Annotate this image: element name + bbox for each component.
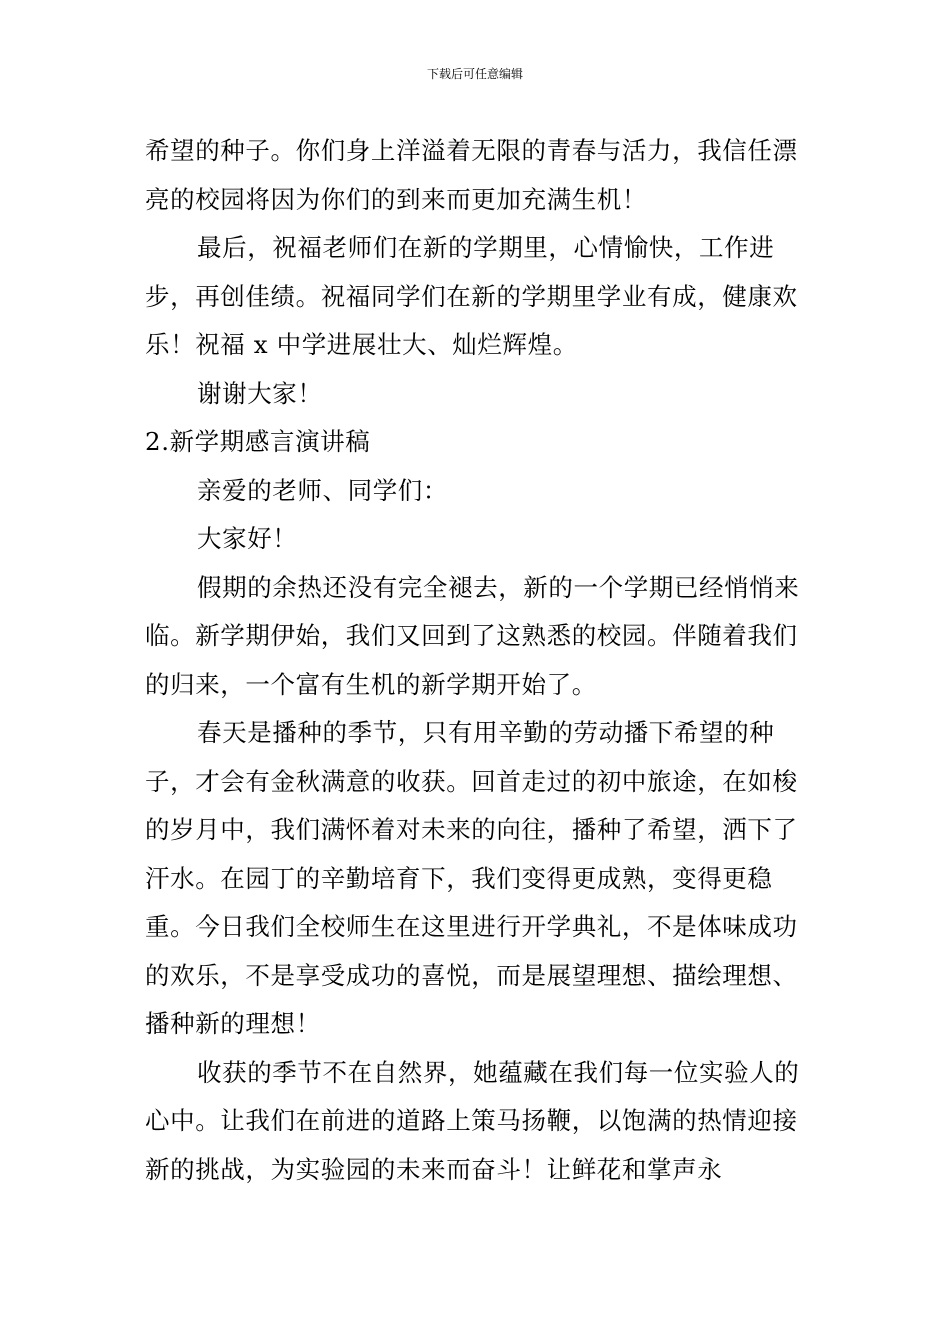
paragraph-harvest: 收获的季节不在自然界，她蕴藏在我们每一位实验人的心中。让我们在前进的道路上策马扬鞭，以饱满的热情迎接新的挑战，为实验园的未来而奋斗！让鲜花和掌声永 bbox=[145, 1057, 800, 1184]
paragraph-thanks: 谢谢大家！ bbox=[197, 378, 323, 408]
document-body bbox=[145, 127, 810, 1194]
paragraph-holiday: 假期的余热还没有完全褪去，新的一个学期已经悄悄来临。新学期伊始，我们又回到了这熟悉的校园。伴随着我们的归来，一个富有生机的新学期开始了。 bbox=[145, 572, 800, 699]
paragraph-continuation: 希望的种子。你们身上洋溢着无限的青春与活力，我信任漂亮的校园将因为你们的到来而更加充满生机！ bbox=[145, 136, 798, 214]
paragraph-blessing: 最后，祝福老师们在新的学期里，心情愉快，工作进步，再创佳绩。祝福同学们在新的学期里学业有成，健康欢乐！祝福 x 中学进展壮大、灿烂辉煌。 bbox=[145, 233, 798, 359]
paragraph-spring: 春天是播种的季节，只有用辛勤的劳动播下希望的种子，才会有金秋满意的收获。回首走过的初中旅途，在如梭的岁月中，我们满怀着对未来的向往，播种了希望，洒下了汗水。在园丁的辛勤培育下，我们变得更成熟，变得更稳重。今日我们全校师生在这里进行开学典礼，不是体味成功的欢乐，不是享受成功的喜悦，而是展望理想、描绘理想、播种新的理想！ bbox=[145, 718, 798, 1038]
section-heading: 2.新学期感言演讲稿 bbox=[145, 427, 371, 456]
paragraph-greeting: 大家好！ bbox=[197, 524, 298, 553]
paragraph-salutation: 亲爱的老师、同学们： bbox=[197, 475, 448, 505]
page-header: 下载后可任意编辑 bbox=[426, 67, 523, 81]
